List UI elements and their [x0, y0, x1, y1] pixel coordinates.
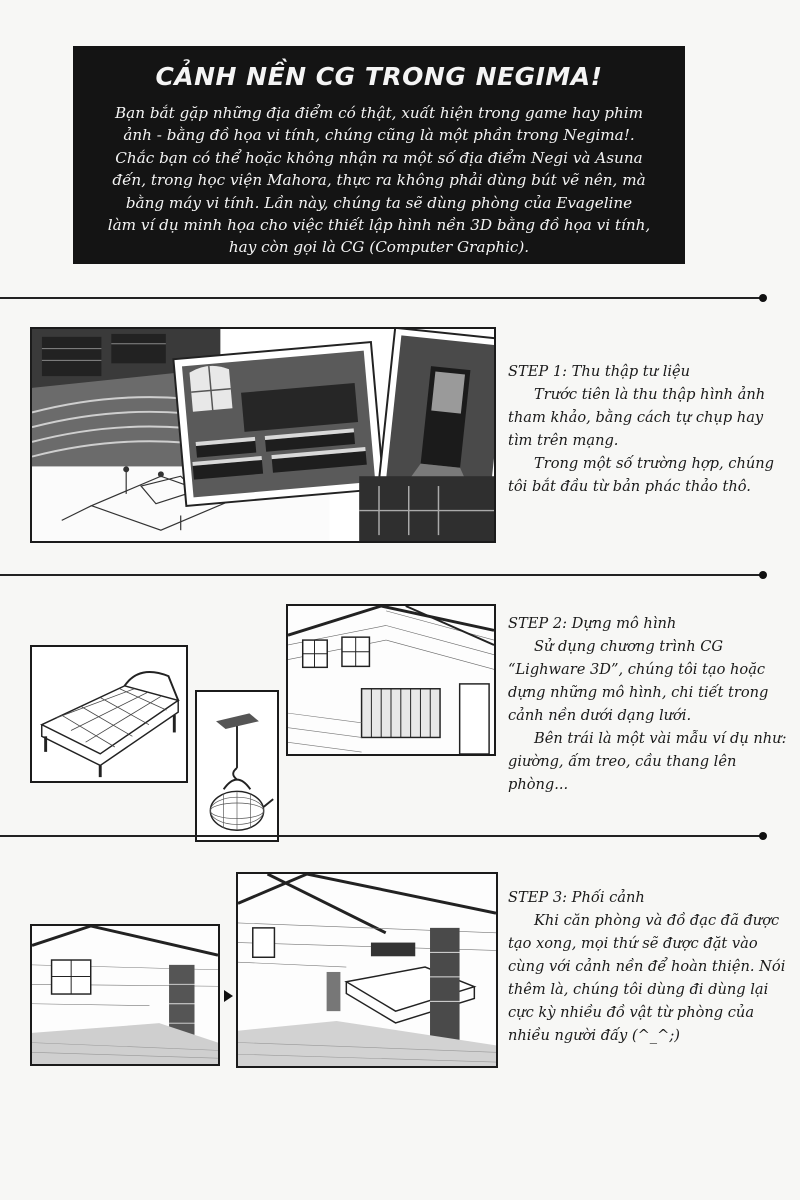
intro-text — [89, 102, 669, 259]
section-divider — [0, 297, 764, 299]
step2-text — [508, 612, 788, 796]
step3-title: STEP 3: Phối cảnh — [508, 889, 645, 906]
arrow-right-icon — [224, 990, 233, 1002]
header-box — [73, 46, 685, 264]
intro-line: ảnh - bằng đồ họa vi tính, chúng cũng là một phần trong Negima!. — [123, 126, 635, 145]
step1-body: Trước tiên là thu thập hình ảnh tham khảo, bằng cách tự chụp hay tìm trên mạng. — [508, 386, 766, 449]
intro-line: làm ví dụ minh họa cho việc thiết lập hình nền 3D bằng đồ họa vi tính, — [107, 216, 651, 235]
step3-room-after-image — [236, 872, 498, 1068]
kettle-model-image — [195, 690, 279, 842]
step1-body2: Trong một số trường hợp, chúng tôi bắt đầu từ bản phác thảo thô. — [508, 455, 774, 495]
step1-collage-image — [30, 327, 496, 543]
intro-line: đến, trong học viện Mahora, thực ra không phải dùng bút vẽ nên, mà — [112, 171, 646, 190]
step3-text — [508, 886, 788, 1047]
step1-text — [508, 360, 788, 498]
bed-model-image — [30, 645, 188, 783]
section-divider — [0, 574, 764, 576]
step3-room-before-image — [30, 924, 220, 1066]
intro-line: Chắc bạn có thể hoặc không nhận ra một số địa điểm Negi và Asuna — [115, 148, 643, 167]
step1-title: STEP 1: Thu thập tư liệu — [508, 363, 691, 380]
intro-line: Bạn bắt gặp những địa điểm có thật, xuất hiện trong game hay phim — [115, 104, 643, 122]
stairs-model-image — [286, 604, 496, 756]
step2-body: Sử dụng chương trình CG “Lighware 3D”, chúng tôi tạo hoặc dựng những mô hình, chi tiết trong cảnh nền dưới dạng lưới. — [508, 638, 769, 724]
section-divider — [0, 835, 764, 837]
page-title: CẢNH NỀN CG TRONG NEGIMA! — [155, 62, 603, 91]
step2-body2: Bên trái là một vài mẫu ví dụ như: giường, ấm treo, cầu thang lên phòng... — [508, 730, 787, 793]
intro-line: bằng máy vi tính. Lần này, chúng ta sẽ dùng phòng của Evageline — [125, 193, 633, 212]
step2-title: STEP 2: Dựng mô hình — [508, 615, 677, 632]
step3-body: Khi căn phòng và đồ đạc đã được tạo xong, mọi thứ sẽ được đặt vào cùng với cảnh nền để hoàn thiện. Nói thêm là, chúng tôi dùng đi dùng lại cực kỳ nhiều đồ vật từ phòng của nhiều người đấy (^_^;) — [508, 912, 786, 1044]
intro-line: hay còn gọi là CG (Computer Graphic). — [228, 238, 530, 257]
